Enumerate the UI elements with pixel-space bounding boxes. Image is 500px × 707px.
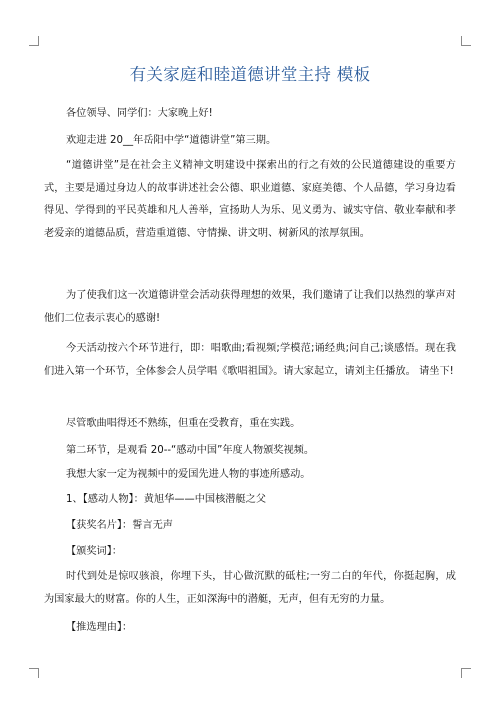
page-corner-mark-bottom-left <box>29 668 39 678</box>
paragraph-award-words-heading: 【颁奖词】： <box>66 546 123 557</box>
paragraph-second-section: 第二环节，是观看 20--“感动中国”年度人物颁奖视频。 <box>66 445 315 456</box>
page-corner-mark-bottom-right <box>461 668 471 678</box>
paragraph-welcome: 欢迎走进 20__年岳阳中学“道德讲堂”第三期。 <box>66 135 277 146</box>
paragraph-award-words: 时代到处是惊叹骇浪，你埋下头，甘心做沉默的砥柱;一穷二白的年代，你挺起胸，成为国家最大的财富。你的人生，正如深海中的潜艇，无声，但有无穷的力量。 <box>44 571 456 605</box>
paragraph-agenda: 今天活动按六个环节进行，即：唱歌曲;看视频;学模范;诵经典;问自己;谈感悟。现在我们进入第一个环节，全体参会人员学唱《歌唱祖国》。请大家起立，请刘主任播放。 请坐下! <box>44 343 456 377</box>
page-corner-mark-top-right <box>461 36 471 46</box>
paragraph-greeting: 各位领导、同学们：大家晚上好! <box>66 108 213 119</box>
paragraph-reason-heading: 【推选理由】： <box>66 622 133 633</box>
paragraph-person-heading: 1、【感动人物】：黄旭华——中国核潜艇之父 <box>66 494 267 505</box>
paragraph-practice: 尽管歌曲唱得还不熟练，但重在受教育，重在实践。 <box>66 418 301 429</box>
document-title: 有关家庭和睦道德讲堂主持 模板 <box>129 65 371 84</box>
paragraph-lecture-intro: “道德讲堂”是在社会主义精神文明建设中探索出的行之有效的公民道德建设的重要方式，主要是通过身边人的故事讲述社会公德、职业道德、家庭美德、个人品德，学习身边看得见、学得到的平民英雄和凡人善举，宣扬助人为乐、见义勇为、诚实守信、敬业奉献和孝老爱亲的道德品质，营造重道德、守情操、讲文明、树新风的浓厚氛围。 <box>44 160 456 239</box>
page-corner-mark-top-left <box>29 36 39 46</box>
paragraph-invitation: 为了使我们这一次道德讲堂会活动获得理想的效果，我们邀请了让我们以热烈的掌声对他们二位表示衷心的感谢! <box>44 290 456 324</box>
paragraph-award-name: 【获奖名片】：誓言无声 <box>66 520 173 531</box>
paragraph-moved: 我想大家一定为视频中的爱国先进人物的事迹所感动。 <box>66 469 311 480</box>
